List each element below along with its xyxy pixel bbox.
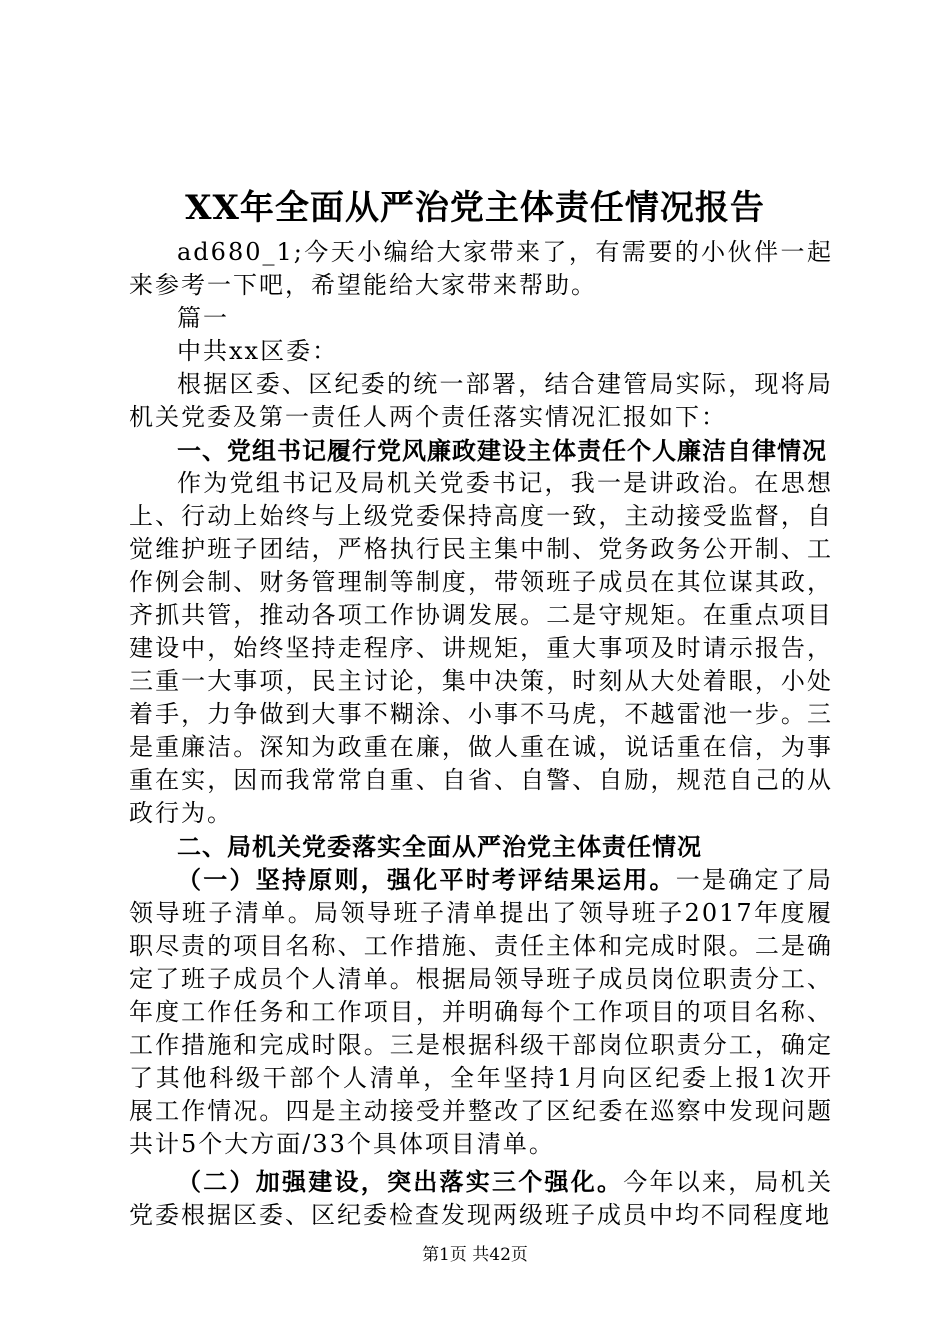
salutation: 中共xx区委：	[177, 337, 339, 365]
opening-paragraph: 根据区委、区纪委的统一部署，结合建管局实际，现将局机关党委及第一责任人两个责任落实情况汇报如下：	[129, 370, 833, 431]
subsection-one-lead: （一）坚持原则，强化平时考评结果运用。	[177, 865, 676, 894]
subsection-two-paragraph	[129, 1165, 833, 1232]
heading-part-one: 一、党组书记履行党风廉政建设主体责任个人廉洁自律情况	[177, 436, 827, 465]
part-one-paragraph: 作为党组书记及局机关党委书记，我一是讲政治。在思想上、行动上始终与上级党委保持高度一致，主动接受监督，自觉维护班子团结，严格执行民主集中制、党务政务公开制、工作例会制、财务管理制等制度，带领班子成员在其位谋其政，齐抓共管，推动各项工作协调发展。二是守规矩。在重点项目建设中，始终坚持走程序、讲规矩，重大事项及时请示报告，三重一大事项，民主讨论，集中决策，时刻从大处着眼，小处着手，力争做到大事不糊涂、小事不马虎，不越雷池一步。三是重廉洁。深知为政重在廉，做人重在诚，说话重在信，为事重在实，因而我常常自重、自省、自警、自励，规范自己的从政行为。	[129, 469, 833, 827]
heading-part-two: 二、局机关党委落实全面从严治党主体责任情况	[177, 832, 702, 861]
document-body	[129, 236, 833, 1232]
subsection-two-lead: （二）加强建设，突出落实三个强化。	[177, 1167, 624, 1196]
subsection-one-paragraph	[129, 863, 833, 1161]
subsection-one-text: 一是确定了局领导班子清单。局领导班子清单提出了领导班子2017年度履职尽责的项目名称、工作措施、责任主体和完成时限。二是确定了班子成员个人清单。根据局领导班子成员岗位职责分工、年度工作任务和工作项目，并明确每个工作项目的项目名称、工作措施和完成时限。三是根据科级干部岗位职责分工，确定了其他科级干部个人清单，全年坚持1月向区纪委上报1次开展工作情况。四是主动接受并整改了区纪委在巡察中发现问题共计5个大方面/33个具体项目清单。	[129, 866, 833, 1158]
subsection-two-text: 今年以来，局机关党委根据区委、区纪委检查发现两级班子成员中均不同程度地	[129, 1168, 833, 1229]
page-number-footer: 第1页 共42页	[422, 1245, 528, 1265]
document-title: XX年全面从严治党主体责任情况报告	[185, 188, 765, 228]
intro-paragraph: ad680_1;今天小编给大家带来了，有需要的小伙伴一起来参考一下吧，希望能给大家带来帮助。	[129, 238, 833, 299]
section-label: 篇一	[177, 304, 229, 332]
